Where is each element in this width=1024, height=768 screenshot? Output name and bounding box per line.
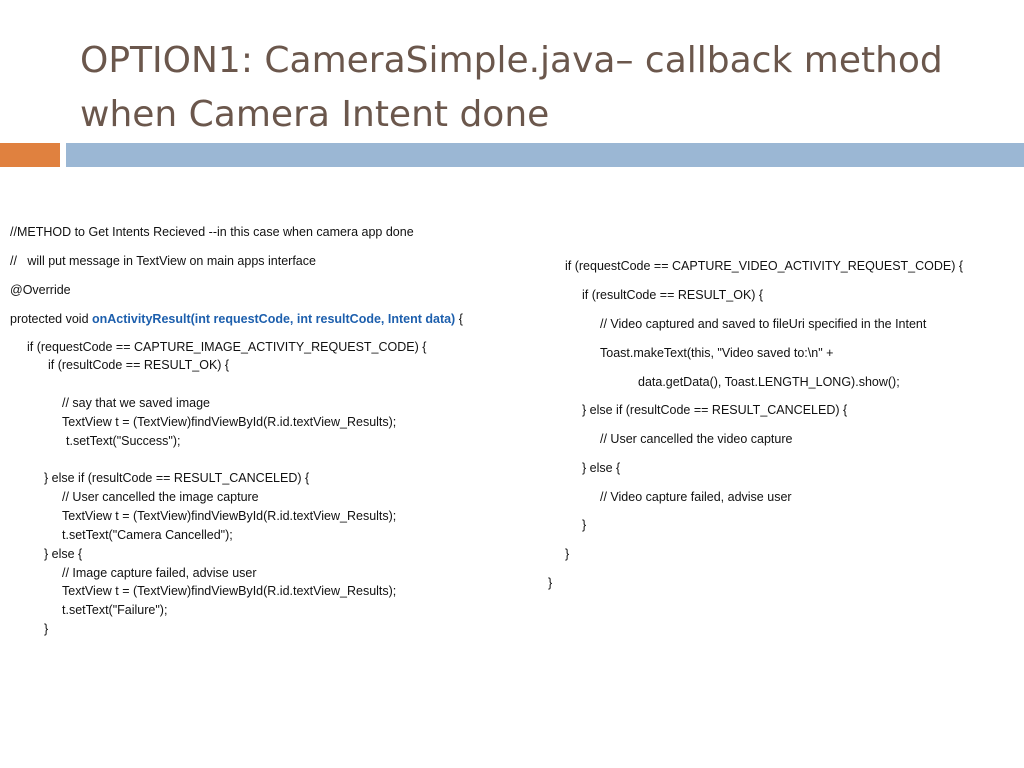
code-line: t.setText("Success"); [66,434,181,448]
code-line: } else if (resultCode == RESULT_CANCELED) { [582,403,848,417]
code-line: // User cancelled the video capture [600,432,793,446]
title-line-1: OPTION1: CameraSimple.java– callback method [80,40,943,81]
code-line: // will put message in TextView on main apps interface [10,254,316,268]
code-line: } [582,518,587,532]
code-line: if (requestCode == CAPTURE_VIDEO_ACTIVITY_REQUEST_CODE) { [565,259,964,273]
code-line: TextView t = (TextView)findViewById(R.id.textView_Results); [62,509,397,523]
code-line: // User cancelled the image capture [62,490,259,504]
method-name: onActivityResult(int requestCode, int resultCode, Intent data) [92,312,456,326]
code-line: } else { [44,547,83,561]
code-line: // Video captured and saved to fileUri specified in the Intent [600,317,927,331]
code-line: } [548,576,553,590]
title-line-2: when Camera Intent done [80,94,550,135]
code-line: TextView t = (TextView)findViewById(R.id.textView_Results); [62,584,397,598]
accent-bar-orange [0,143,60,167]
code-line: data.getData(), Toast.LENGTH_LONG).show(); [638,375,900,389]
code-line: if (resultCode == RESULT_OK) { [48,358,230,372]
code-fragment: protected void [10,312,92,326]
slide-title [80,34,1010,142]
code-line-method-signature [10,311,463,327]
code-line: @Override [10,283,71,297]
code-line: t.setText("Camera Cancelled"); [62,528,233,542]
code-line: TextView t = (TextView)findViewById(R.id.textView_Results); [62,415,397,429]
code-line: } else if (resultCode == RESULT_CANCELED) { [44,471,310,485]
code-line: } [565,547,570,561]
code-line: Toast.makeText(this, "Video saved to:\n" + [600,346,834,360]
code-line: } [44,622,49,636]
code-line: // say that we saved image [62,396,210,410]
code-line: //METHOD to Get Intents Recieved --in this case when camera app done [10,225,414,239]
code-line: // Video capture failed, advise user [600,490,792,504]
code-line: t.setText("Failure"); [62,603,168,617]
code-fragment: { [455,312,463,326]
code-line: if (resultCode == RESULT_OK) { [582,288,764,302]
code-line: // Image capture failed, advise user [62,566,257,580]
accent-bar-blue [66,143,1024,167]
code-line: if (requestCode == CAPTURE_IMAGE_ACTIVITY_REQUEST_CODE) { [27,340,427,354]
code-line: } else { [582,461,621,475]
